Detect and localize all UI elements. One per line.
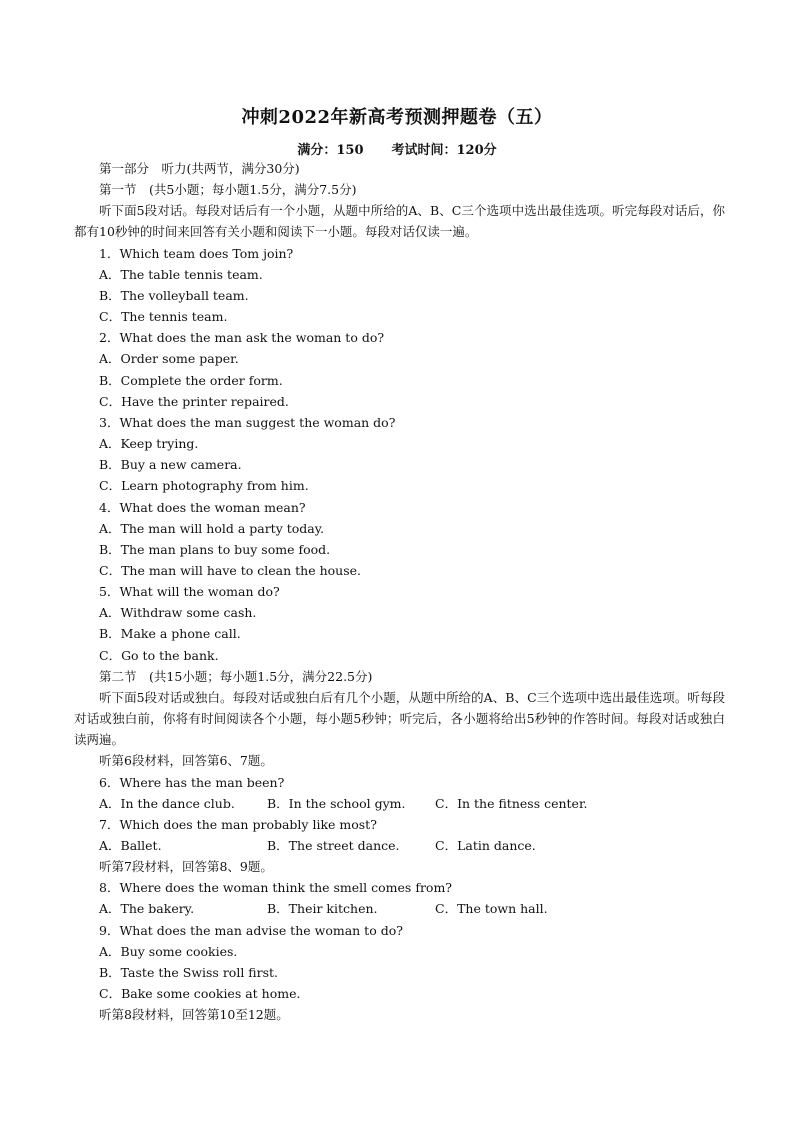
option-c: C．Have the printer repaired. xyxy=(99,393,289,409)
option-c: C．In the fitness center. xyxy=(435,795,588,811)
option-b: B．Buy a new camera. xyxy=(99,457,242,473)
option-b: B．Taste the Swiss roll first. xyxy=(99,964,279,980)
option-b: B．Complete the order form. xyxy=(99,372,283,388)
option-b: B．Make a phone call. xyxy=(99,626,241,642)
exam-content xyxy=(74,158,725,1025)
question-block xyxy=(99,412,725,497)
option-c: C．The man will have to clean the house. xyxy=(99,562,362,578)
question-text: 9．What does the man advise the woman to do? xyxy=(99,922,403,938)
option-a: A．The man will hold a party today. xyxy=(99,520,325,536)
option-c: C．Latin dance. xyxy=(435,838,536,853)
question-text: 3．What does the man suggest the woman do? xyxy=(99,414,396,430)
question-text: 1．Which team does Tom join? xyxy=(99,245,294,261)
material-label: 听第8段材料，回答第10至12题。 xyxy=(99,1007,289,1023)
question-block xyxy=(99,243,725,328)
section-heading: 第一节 (共5小题；每小题1.5分，满分7.5分) xyxy=(99,182,357,198)
option-b: B．The man plans to buy some food. xyxy=(99,541,331,557)
question-text: 5．What will the woman do? xyxy=(99,584,280,600)
section-heading: 第二节 (共15小题；每小题1.5分，满分22.5分) xyxy=(99,668,373,684)
options-row xyxy=(99,793,725,814)
option-c: C．The tennis team. xyxy=(99,309,228,325)
exam-meta xyxy=(0,139,794,158)
option-a: A．Keep trying. xyxy=(99,436,199,452)
option-a: A．The table tennis team. xyxy=(99,266,263,282)
option-b: B．In the school gym. xyxy=(267,795,406,811)
option-a: A．The bakery. xyxy=(99,901,195,917)
options-row xyxy=(99,898,725,919)
exam-time: 考试时间：120分 xyxy=(391,143,497,158)
question-text: 8．Where does the woman think the smell comes from? xyxy=(99,880,453,896)
material-label: 听第7段材料，回答第8、9题。 xyxy=(99,859,273,875)
option-c: C．The town hall. xyxy=(435,901,548,917)
section-instructions: 听下面5段对话。每段对话后有一个小题，从题中所给的A、B、C三个选项中选出最佳选项。听完每段对话后，你都有10秒钟的时间来回答有关小题和阅读下一小题。每段对话仅读一遍。 xyxy=(74,203,725,240)
option-c: C．Go to the bank. xyxy=(99,647,219,663)
option-a: A．Order some paper. xyxy=(99,351,239,367)
option-c: C．Learn photography from him. xyxy=(99,478,309,494)
option-a: A．Withdraw some cash. xyxy=(99,605,257,621)
question-text: 6．Where has the man been? xyxy=(99,774,285,790)
page-title: 冲刺2022年新高考预测押题卷（五） xyxy=(241,107,553,128)
option-a: A．Ballet. xyxy=(99,838,162,853)
full-score: 满分：150 xyxy=(297,143,364,158)
part-heading: 第一部分 听力(共两节，满分30分) xyxy=(99,161,300,176)
option-b: B．Their kitchen. xyxy=(267,901,378,917)
option-b: B．The volleyball team. xyxy=(99,287,249,303)
question-block xyxy=(99,497,725,582)
option-a: A．Buy some cookies. xyxy=(99,943,238,959)
question-text: 4．What does the woman mean? xyxy=(99,499,306,515)
options-row xyxy=(99,835,725,856)
option-c: C．Bake some cookies at home. xyxy=(99,986,301,1002)
section-instructions: 听下面5段对话或独白。每段对话或独白后有几个小题，从题中所给的A、B、C三个选项中选出最佳选项。听每段对话或独白前，你将有时间阅读各个小题，每小题5秒钟；听完后，各小题将给出5秒钟的作答时间。每段对话或独白读两遍。 xyxy=(74,689,725,748)
option-b: B．The street dance. xyxy=(267,838,400,853)
question-block xyxy=(99,581,725,666)
option-a: A．In the dance club. xyxy=(99,795,235,811)
question-block xyxy=(99,327,725,412)
material-label: 听第6段材料，回答第6、7题。 xyxy=(99,753,273,769)
question-text: 2．What does the man ask the woman to do? xyxy=(99,330,385,346)
question-text: 7．Which does the man probably like most? xyxy=(99,816,377,832)
